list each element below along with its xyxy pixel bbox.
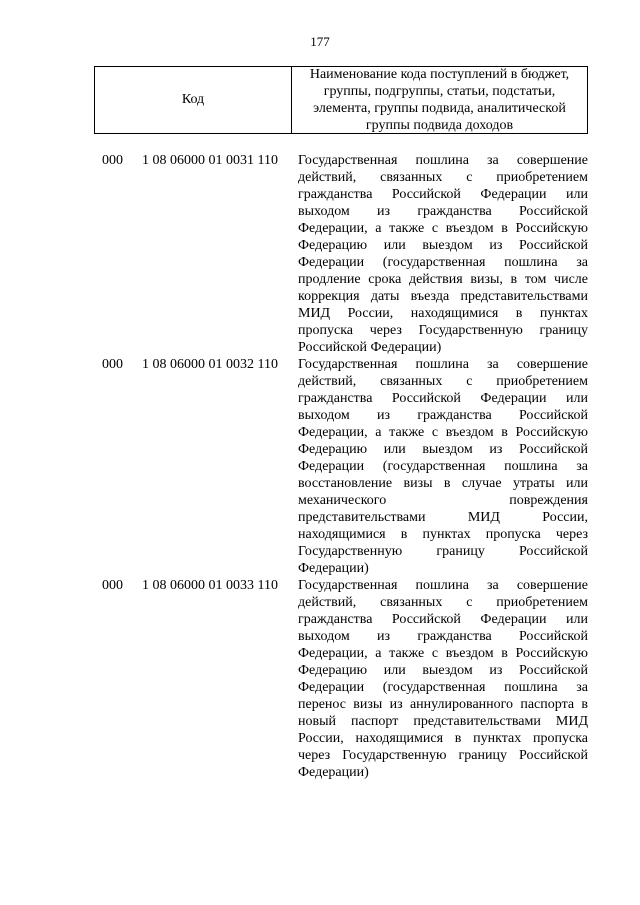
table-row	[0, 356, 640, 577]
header-code-label: Код	[95, 67, 292, 133]
admin-code: 000	[102, 357, 123, 372]
table-row	[0, 577, 640, 781]
income-code: 1 08 06000 01 0031 110	[142, 153, 278, 168]
income-description: Государственная пошлина за совершение действий, связанных с приобретением гражданства Российской Федерации или выходом из гражданства Российской Федерации, а также с въездом в Российскую Федерацию или выездом из Российской Федерации (государственная пошлина за перенос визы из аннулированного паспорта в новый паспорт представительствами МИД России, находящимися в пунктах пропуска через Государственную границу Российской Федерации)	[298, 578, 588, 780]
table-body	[0, 152, 640, 781]
admin-code: 000	[102, 153, 123, 168]
income-description: Государственная пошлина за совершение действий, связанных с приобретением гражданства Российской Федерации или выходом из гражданства Российской Федерации, а также с въездом в Российскую Федерацию или выездом из Российской Федерации (государственная пошлина за восстановление визы в случае утраты или механического повреждения представительствами МИД России, находящимися в пунктах пропуска через Государственную границу Российской Федерации)	[298, 357, 588, 576]
page-number: 177	[310, 34, 330, 49]
income-code: 1 08 06000 01 0032 110	[142, 357, 278, 372]
header-name-label: Наименование кода поступлений в бюджет, группы, подгруппы, статьи, подстатьи, элемента, группы подвида, аналитической группы подвида доходов	[309, 67, 570, 133]
admin-code: 000	[102, 578, 123, 593]
table-row	[0, 152, 640, 356]
table-header	[94, 66, 588, 134]
income-code: 1 08 06000 01 0033 110	[142, 578, 278, 593]
income-description: Государственная пошлина за совершение действий, связанных с приобретением гражданства Российской Федерации или выходом из гражданства Российской Федерации, а также с въездом в Российскую Федерацию или выездом из Российской Федерации (государственная пошлина за продление срока действия визы, в том числе коррекция даты въезда представительствами МИД России, находящимися в пунктах пропуска через Государственную границу Российской Федерации)	[298, 153, 588, 355]
